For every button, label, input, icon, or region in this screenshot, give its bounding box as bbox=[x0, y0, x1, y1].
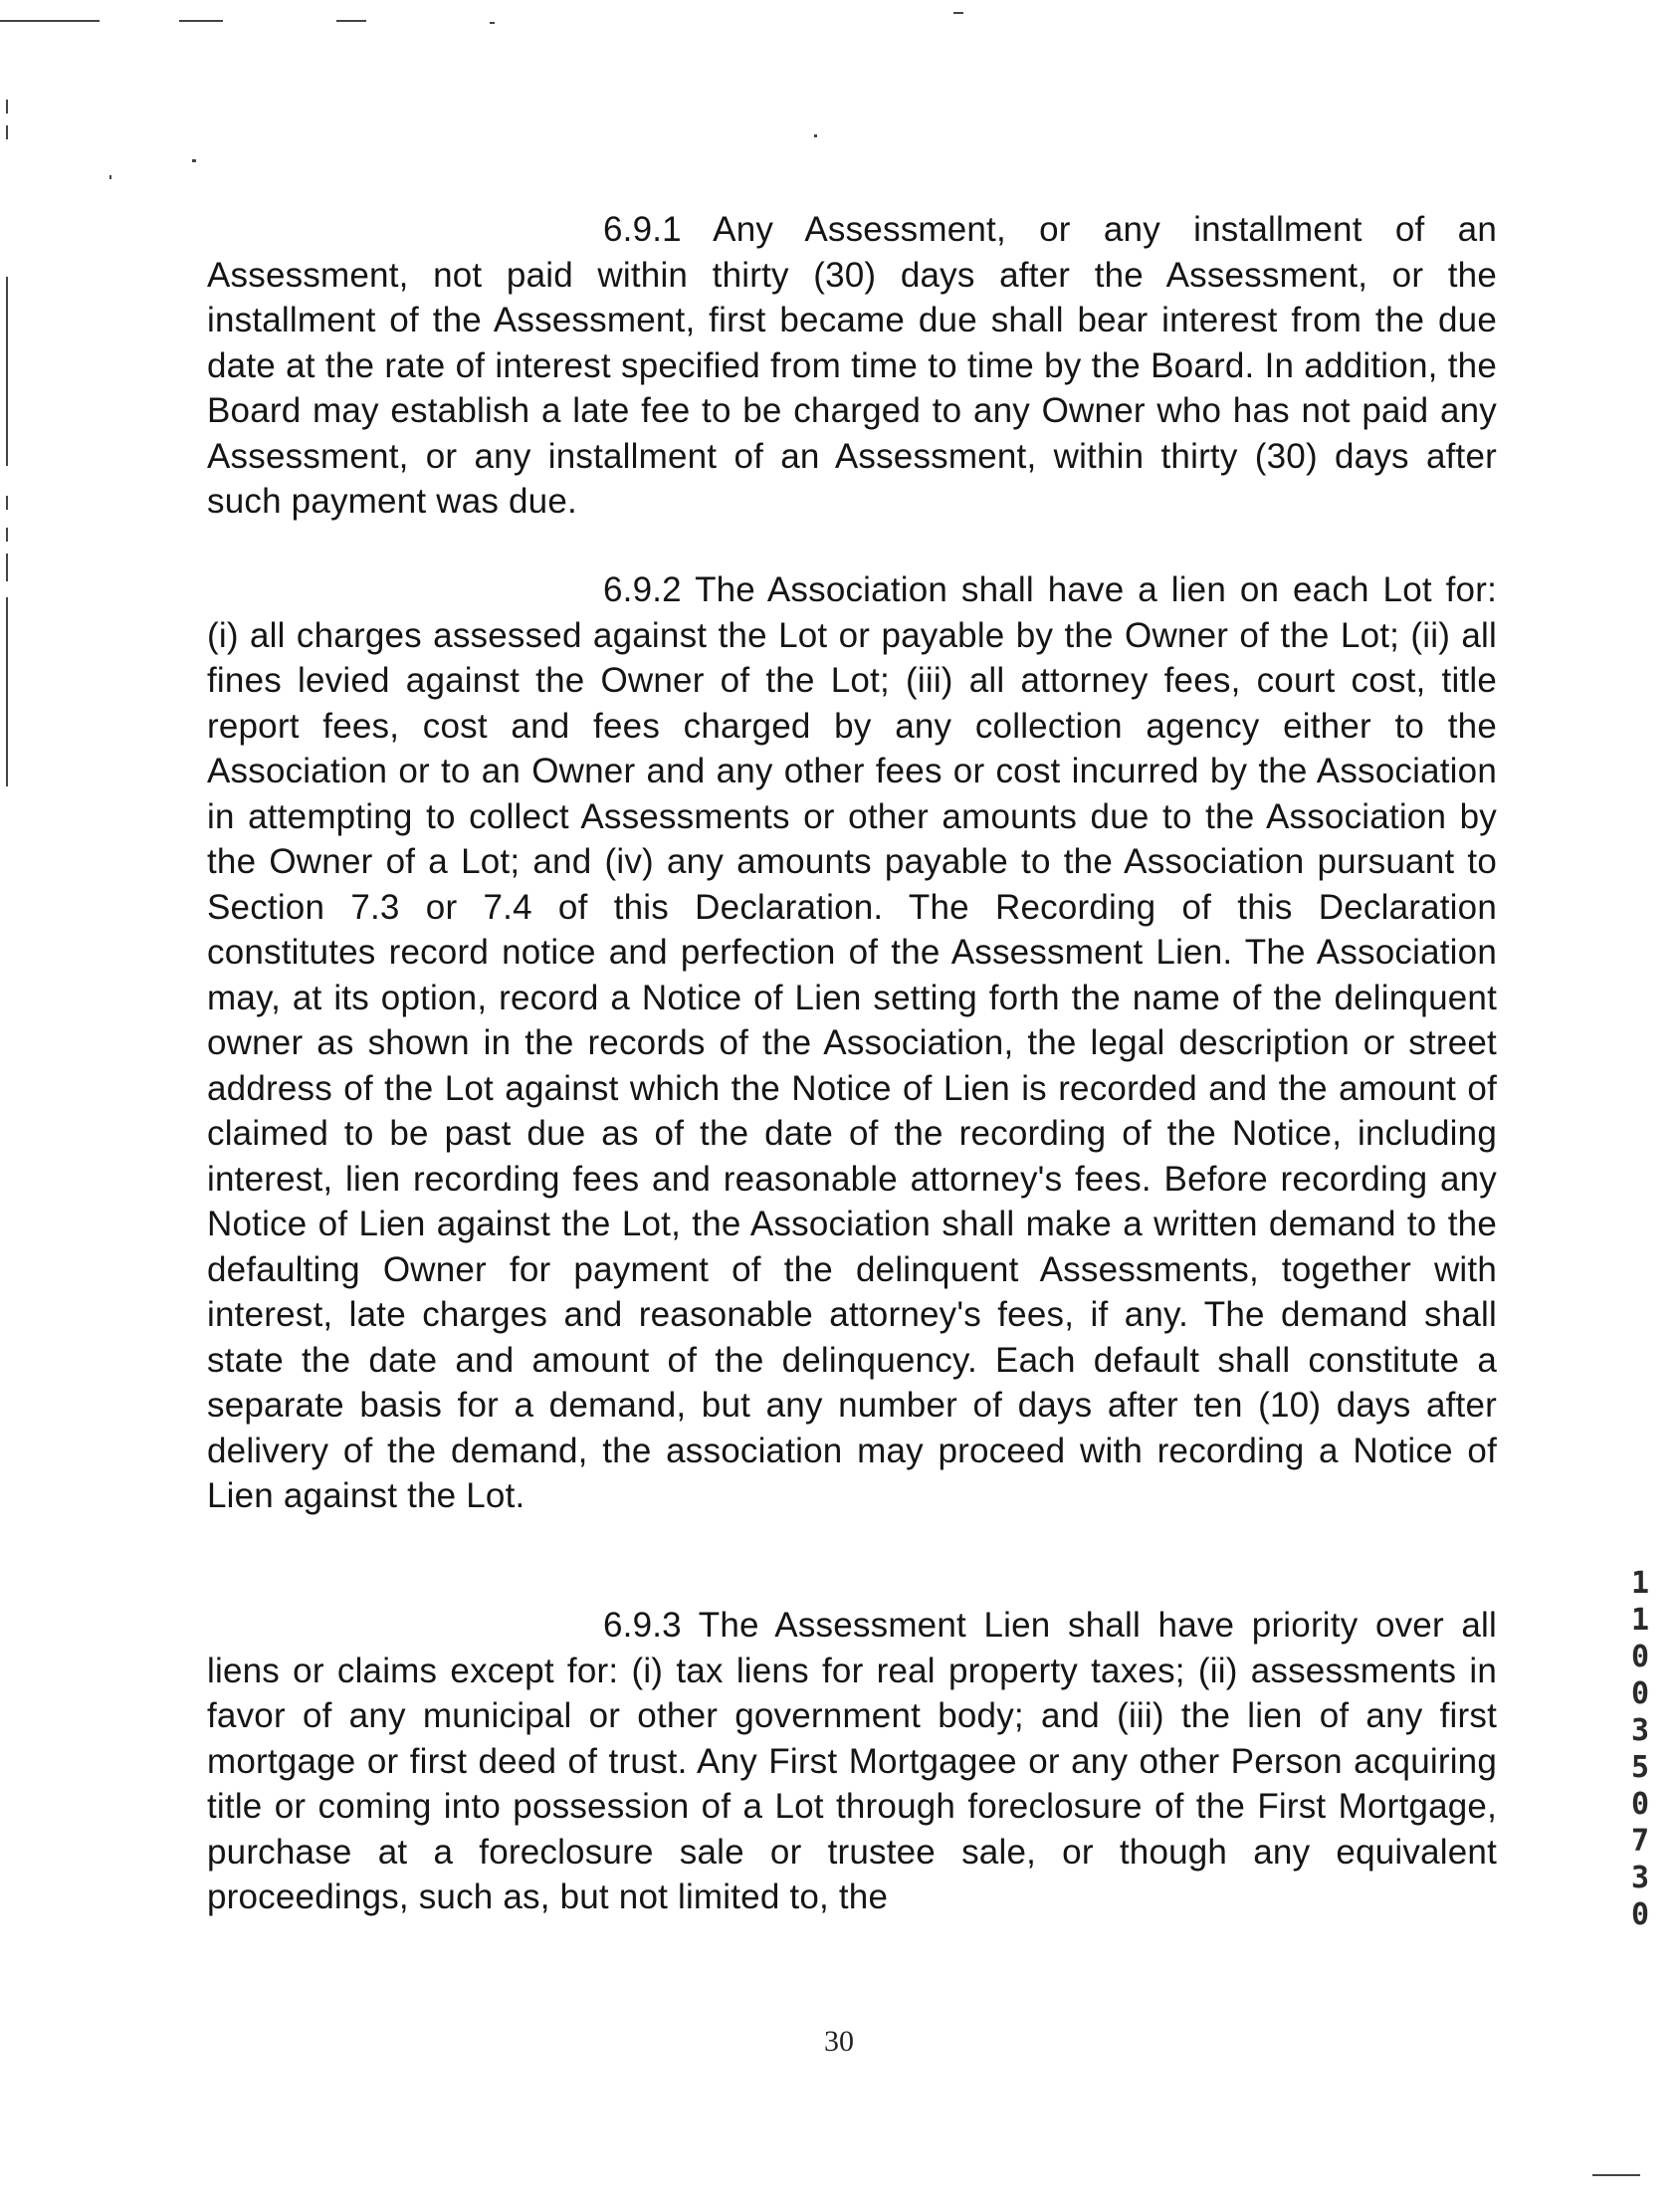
scan-mark-top-3 bbox=[336, 20, 366, 22]
paragraph-6-9-2 bbox=[207, 567, 1497, 1519]
scan-mark-bottom-right bbox=[1592, 2174, 1640, 2176]
paragraph-text: The Association shall have a lien on each Lot for: (i) all charges assessed against the Lot or payable by the Owner of the Lot; (ii) all fines levied against the Owner of the Lot; (iii) all attorney fees, court cost, title report fees, cost and fees charged by any collection agency either to the Association or to an Owner and any other fees or cost incurred by the Association in attempting to collect Assessments or other amounts due to the Association by the Owner of a Lot; and (iv) any amounts payable to the Association pursuant to Section 7.3 or 7.4 of this Declaration. The Recording of this Declaration constitutes record notice and perfection of the Assessment Lien. The Association may, at its option, record a Notice of Lien setting forth the name of the delinquent owner as shown in the records of the Association, the legal description or street address of the Lot against which the Notice of Lien is recorded and the amount of claimed to be past due as of the date of the recording of the Notice, including interest, lien recording fees and reasonable attorney's fees. Before recording any Notice of Lien against the Lot, the Association shall make a written demand to the defaulting Owner for payment of the delinquent Assessments, together with interest, late charges and reasonable attorney's fees, if any. The demand shall state the date and amount of the delinquency. Each default shall constitute a separate basis for a demand, but any number of days after ten (10) days after delivery of the demand, the association may proceed with recording a Notice of Lien against the Lot. bbox=[207, 570, 1497, 1515]
scan-mark-top-2 bbox=[179, 20, 223, 22]
section-number: 6.9.1 bbox=[603, 210, 682, 249]
scan-mark-left-5 bbox=[6, 528, 8, 542]
scan-mark-left-6 bbox=[6, 553, 8, 581]
recording-stamp-number: 1100350730 bbox=[1630, 1566, 1650, 1932]
paragraph-6-9-1 bbox=[207, 207, 1497, 525]
page-number: 30 bbox=[824, 2025, 854, 2058]
scan-mark-top-1 bbox=[0, 20, 100, 22]
scan-mark-top-5 bbox=[953, 12, 963, 14]
scan-mark-left-2 bbox=[6, 125, 8, 139]
section-number: 6.9.3 bbox=[603, 1606, 682, 1645]
scan-mark-left-3 bbox=[6, 277, 8, 466]
paragraph-6-9-3 bbox=[207, 1603, 1497, 1920]
scan-mark-left-7 bbox=[6, 597, 8, 786]
scan-mark-left-4 bbox=[6, 496, 8, 510]
scan-mark-dot-3 bbox=[109, 175, 111, 179]
scan-mark-top-4 bbox=[490, 22, 495, 24]
paragraph-text: The Assessment Lien shall have priority over all liens or claims except for: (i) tax liens for real property taxes; (ii) assessments in favor of any municipal or other government body; and (iii) the lien of any first mortgage or first deed of trust. Any First Mortgagee or any other Person acquiring title or coming into possession of a Lot through foreclosure of the First Mortgage, purchase at a foreclosure sale or trustee sale, or though any equivalent proceedings, such as, but not limited to, the bbox=[207, 1606, 1497, 1916]
paragraph-text: Any Assessment, or any installment of an Assessment, not paid within thirty (30) days after the Assessment, or the installment of the Assessment, first became due shall bear interest from the due date at the rate of interest specified from time to time by the Board. In addition, the Board may establish a late fee to be charged to any Owner who has not paid any Assessment, or any installment of an Assessment, within thirty (30) days after such payment was due. bbox=[207, 210, 1497, 521]
scan-mark-dot-1 bbox=[192, 159, 196, 162]
section-number: 6.9.2 bbox=[603, 570, 682, 609]
scan-mark-left-1 bbox=[6, 100, 8, 113]
scan-mark-dot-2 bbox=[814, 134, 817, 137]
